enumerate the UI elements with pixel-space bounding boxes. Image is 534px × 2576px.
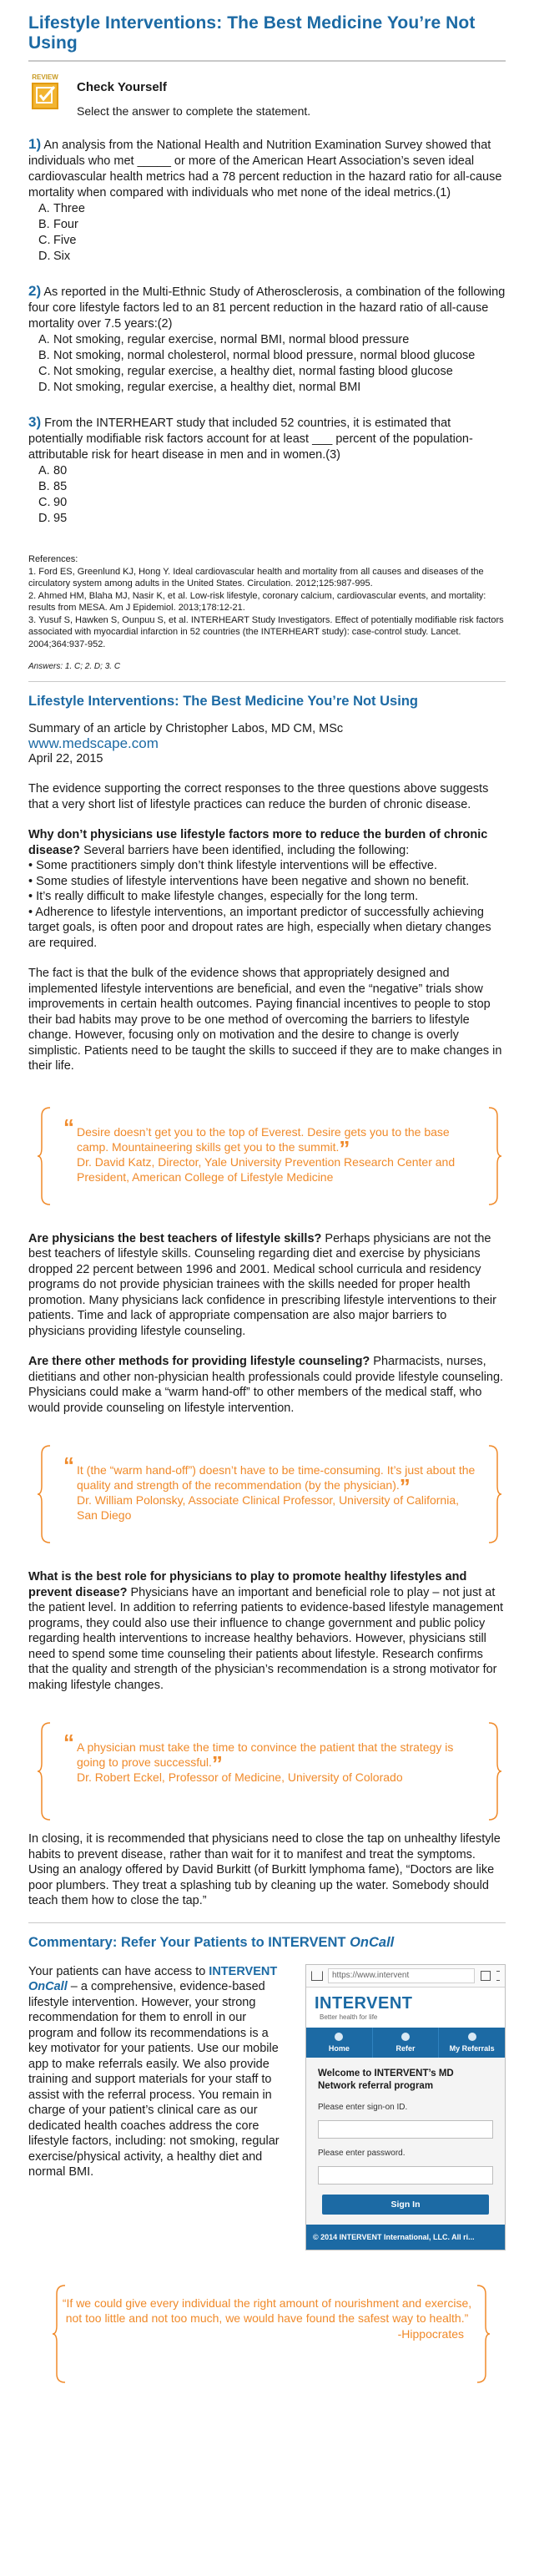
physician-role-heading: What is the best role for physicians to play to promote healthy lifestyles and prevent disease? bbox=[28, 1570, 467, 1599]
open-quote-icon: “ bbox=[63, 1452, 74, 1477]
best-teachers-text: Perhaps physicians are not the best teachers of lifestyle skills. Counseling regarding diet and exercise by physicians dropped 22 percent between 1996 and 2001. Medical school curricula and residency programs do not provide physician trainees with the skills needed for proper health promotion. Many physicians lack confidence in prescribing lifestyle interventions to their patients. Time and lack of appropriate compensation are also major barriers to physicians providing lifestyle counseling. bbox=[28, 1231, 496, 1338]
option-letter: C. bbox=[38, 496, 51, 509]
nav-label: My Referrals bbox=[449, 2043, 495, 2053]
quote-attribution: -Hippocrates bbox=[397, 2326, 464, 2341]
home-icon bbox=[335, 2033, 343, 2041]
app-footer: © 2014 INTERVENT International, LLC. All ri... bbox=[306, 2225, 505, 2250]
answer-option[interactable] bbox=[28, 249, 506, 265]
browser-url-bar bbox=[306, 1965, 505, 1988]
option-text: Not smoking, regular exercise, a healthy diet, normal fasting blood glucose bbox=[53, 365, 453, 378]
quote-text: If we could give every individual the right amount of nourishment and exercise, not too little and not too much, we would have found the safest way to health. bbox=[65, 2296, 472, 2325]
option-text: Not smoking, regular exercise, normal BMI, normal blood pressure bbox=[53, 333, 410, 346]
pull-quote-polonsky bbox=[28, 1444, 506, 1541]
signon-input[interactable] bbox=[318, 2120, 493, 2139]
right-brace-icon bbox=[486, 1721, 502, 1821]
open-quote-icon: “ bbox=[63, 1114, 74, 1139]
referrals-icon bbox=[468, 2033, 476, 2041]
section-divider bbox=[28, 1922, 506, 1923]
right-brace-icon bbox=[474, 2284, 491, 2384]
commentary-text bbox=[28, 1964, 305, 2250]
answer-option[interactable] bbox=[28, 217, 506, 233]
source-link[interactable]: www.medscape.com bbox=[28, 735, 159, 751]
right-brace-icon bbox=[486, 1106, 502, 1206]
other-methods-text: Pharmacists, nurses, dietitians and other non-physician health professionals could provide lifestyle counseling. Physicians could make a “warm hand-off” to other members of the medical staff, who would provide counseling on lifestyle intervention. bbox=[28, 1355, 504, 1415]
logo-tagline: Better health for life bbox=[320, 2013, 378, 2021]
commentary-heading-text: Commentary: Refer Your Patients to INTERVENT bbox=[28, 1934, 350, 1950]
answer-option[interactable] bbox=[28, 495, 506, 511]
review-badge bbox=[28, 73, 62, 118]
best-teachers-paragraph bbox=[28, 1231, 506, 1340]
checkbox-icon bbox=[32, 83, 58, 109]
check-yourself-instructions: Select the answer to complete the statement. bbox=[77, 104, 311, 118]
question-1 bbox=[28, 136, 506, 265]
option-text: 85 bbox=[53, 480, 68, 493]
option-text: 90 bbox=[53, 496, 68, 509]
option-text: Six bbox=[53, 250, 71, 263]
commentary-heading-emphasis: OnCall bbox=[350, 1934, 395, 1950]
left-brace-icon bbox=[37, 1106, 53, 1206]
pull-quote-eckel bbox=[28, 1721, 506, 1803]
option-letter: D. bbox=[38, 381, 51, 394]
password-label: Please enter password. bbox=[318, 2148, 406, 2158]
intervent-logo bbox=[306, 1988, 505, 2028]
option-letter: B. bbox=[38, 218, 50, 231]
question-text: An analysis from the National Health and Nutrition Examination Survey showed that individuals who met _____ or more of the American Heart Association’s seven ideal cardiovascular health metrics had a 78 percent reduction in the hazard ratio for all-cause mortality when compared with individuals who met none of the ideal metrics.(1) bbox=[28, 139, 502, 200]
quote-attribution: Dr. Robert Eckel, Professor of Medicine, University of Colorado bbox=[77, 1770, 403, 1784]
answer-option[interactable] bbox=[28, 201, 506, 217]
open-quote-icon: “ bbox=[63, 1730, 74, 1755]
review-label: REVIEW bbox=[32, 73, 58, 81]
quote-attribution: Dr. David Katz, Director, Yale University Prevention Research Center and President, American College of Lifestyle Medicine bbox=[77, 1154, 456, 1184]
signon-label: Please enter sign-on ID. bbox=[318, 2102, 408, 2112]
tabs-icon[interactable] bbox=[481, 1971, 491, 1981]
why-heading: Why don’t physicians use lifestyle factors more to reduce the burden of chronic disease? bbox=[28, 828, 488, 857]
answer-option[interactable] bbox=[28, 463, 506, 479]
option-text: Not smoking, normal cholesterol, normal blood pressure, normal blood glucose bbox=[53, 349, 476, 362]
option-text: Four bbox=[53, 218, 78, 231]
option-text: Three bbox=[53, 202, 85, 215]
nav-refer[interactable] bbox=[373, 2028, 440, 2058]
option-letter: A. bbox=[38, 333, 50, 346]
reference-item: 1. Ford ES, Greenlund KJ, Hong Y. Ideal cardiovascular health and mortality from all causes and diseases of the circulatory system among adults in the United States. Circulation. 2012;125:987-995. bbox=[28, 566, 484, 588]
option-letter: C. bbox=[38, 234, 51, 247]
app-nav bbox=[306, 2028, 505, 2058]
password-input[interactable] bbox=[318, 2166, 493, 2185]
refer-icon bbox=[401, 2033, 410, 2041]
commentary-heading bbox=[28, 1935, 506, 1951]
question-text: From the INTERHEART study that included 52 countries, it is estimated that potentially modifiable risk factors account for at least ___ percent of the population-attributable risk for heart disease in men and in women.(3) bbox=[28, 417, 473, 462]
option-text: Five bbox=[53, 234, 77, 247]
question-number: 1) bbox=[28, 136, 42, 152]
option-text: 80 bbox=[53, 464, 68, 477]
quote-text: It (the “warm hand-off”) doesn’t have to be time-consuming. It’s just about the quality and strength of the recommendation (by the physician). bbox=[77, 1463, 476, 1492]
open-quote-icon: “ bbox=[62, 2296, 67, 2310]
intro-paragraph: The evidence supporting the correct responses to the three questions above suggests that a very short list of lifestyle practices can reduce the burden of chronic disease. bbox=[28, 782, 489, 811]
list-item: • Adherence to lifestyle interventions, an important predictor of successfully achieving target goals, is often poor and dropout rates are high, especially when dietary changes are required. bbox=[28, 905, 491, 950]
answer-option[interactable] bbox=[28, 380, 506, 396]
option-letter: C. bbox=[38, 365, 51, 378]
list-item: • Some studies of lifestyle interventions have been negative and shown no benefit. bbox=[28, 874, 470, 888]
close-quote-icon: ” bbox=[464, 2311, 469, 2325]
references-heading: References: bbox=[28, 554, 78, 564]
barrier-list bbox=[28, 858, 506, 951]
nav-home[interactable] bbox=[306, 2028, 373, 2058]
answer-option[interactable] bbox=[28, 332, 506, 348]
commentary-body: – a comprehensive, evidence-based lifestyle intervention. However, your strong recommendation for them to enroll in our program and follow its recommendations is a key motivator for your patients. Use our mobile app to make referrals easily. We also provide training and support materials for your staff to assist with the referral process. You remain in charge of your patient’s clinical care as our dedicated health coaches address the core lifestyle factors, including: not smoking, regular exercise/physical activity, a healthy diet and normal BMI. bbox=[28, 1980, 280, 2179]
article-summary bbox=[28, 721, 506, 766]
commentary-section bbox=[28, 1964, 506, 2250]
why-paragraph bbox=[28, 827, 506, 858]
welcome-text: Welcome to INTERVENT’s MD Network referral program bbox=[318, 2068, 454, 2091]
reference-item: 3. Yusuf S, Hawken S, Ounpuu S, et al. INTERHEART Study Investigators. Effect of potentially modifiable risk factors associated with myocardial infarction in 52 countries (the INTERHEART study): case-control study. Lancet. 2004;364:937-952. bbox=[28, 614, 504, 649]
article-heading: Lifestyle Interventions: The Best Medicine You’re Not Using bbox=[28, 694, 418, 709]
brand-name: INTERVENT bbox=[209, 1964, 278, 1978]
check-yourself-section bbox=[28, 73, 506, 118]
nav-my-referrals[interactable] bbox=[439, 2028, 505, 2058]
option-letter: D. bbox=[38, 512, 51, 525]
check-yourself-title: Check Yourself bbox=[77, 80, 167, 94]
physician-role-text: Physicians have an important and beneficial role to play – not just at the patient level. In addition to referring patients to evidence-based lifestyle management programs, they could also use their influence to change government and public policy regarding health interventions to increase healthy behaviors. However, physicians still need to spend some time counseling their patients about lifestyle. Research confirms that the quality and strength of the physician’s recommendation is a strong motivator for making lifestyle changes. bbox=[28, 1585, 504, 1692]
left-brace-icon bbox=[52, 2284, 68, 2384]
option-letter: A. bbox=[38, 464, 50, 477]
left-brace-icon bbox=[37, 1721, 53, 1821]
title-divider bbox=[28, 60, 506, 62]
header bbox=[28, 0, 506, 62]
answer-options bbox=[28, 332, 506, 396]
summary-byline: Summary of an article by Christopher Labos, MD CM, MSc bbox=[28, 722, 344, 735]
commentary-lead: Your patients can have access to bbox=[28, 1964, 209, 1978]
fact-paragraph: The fact is that the bulk of the evidence shows that appropriately designed and implemented lifestyle interventions are beneficial, and even the “negative” trials show improvements in certain health outcomes. Paying financial incentives to people to stop their bad habits may prove to be one method of overcoming the barriers to lifestyle change. However, focusing only on motivation and the desire to change is overly simplistic. Patients need to be taught the skills to succeed if they are to make changes in their life. bbox=[28, 967, 502, 1073]
close-quote-icon: ” bbox=[211, 1751, 223, 1776]
question-number: 3) bbox=[28, 414, 42, 430]
logo-text: INTERVENT bbox=[315, 1993, 413, 2013]
nav-label: Home bbox=[328, 2043, 350, 2053]
left-brace-icon bbox=[37, 1444, 53, 1544]
reference-item: 2. Ahmed HM, Blaha MJ, Nasir K, et al. Low-risk lifestyle, coronary calcium, cardiovascular events, and mortality: results from MESA. Am J Epidemiol. 2013;178:12-21. bbox=[28, 590, 486, 613]
question-number: 2) bbox=[28, 283, 42, 299]
option-text: 95 bbox=[53, 512, 68, 525]
option-text: Not smoking, regular exercise, a healthy diet, normal BMI bbox=[53, 381, 361, 394]
signin-form bbox=[306, 2058, 505, 2225]
option-letter: A. bbox=[38, 202, 50, 215]
option-letter: B. bbox=[38, 480, 50, 493]
close-quote-icon: ” bbox=[399, 1474, 411, 1499]
section-divider bbox=[28, 681, 506, 682]
other-methods-paragraph bbox=[28, 1354, 506, 1416]
question-3 bbox=[28, 414, 506, 527]
url-field[interactable]: https://www.intervent bbox=[328, 1968, 475, 1983]
quote-text: A physician must take the time to convince the patient that the strategy is going to prove successful. bbox=[77, 1740, 454, 1769]
quote-attribution: Dr. William Polonsky, Associate Clinical Professor, University of California, San Diego bbox=[77, 1493, 460, 1522]
checkmark-icon bbox=[33, 84, 57, 108]
question-text: As reported in the Multi-Ethnic Study of Atherosclerosis, a combination of the following four core lifestyle factors led to an 81 percent reduction in the hazard ratio of all-cause mortality over 7.5 years:(2) bbox=[28, 285, 506, 331]
answer-key: Answers: 1. C; 2. D; 3. C bbox=[28, 662, 121, 671]
answer-options bbox=[28, 463, 506, 527]
option-letter: B. bbox=[38, 349, 50, 362]
answer-option[interactable] bbox=[28, 364, 506, 380]
question-2 bbox=[28, 283, 506, 396]
article-date: April 22, 2015 bbox=[28, 752, 103, 765]
list-item: • Some practitioners simply don’t think lifestyle interventions will be effective. bbox=[28, 859, 437, 872]
home-icon[interactable] bbox=[311, 1971, 323, 1981]
references bbox=[28, 553, 506, 650]
answer-option[interactable] bbox=[28, 511, 506, 527]
signin-button[interactable]: Sign In bbox=[322, 2195, 489, 2215]
pull-quote-katz bbox=[28, 1106, 506, 1203]
list-item: • It’s really difficult to make lifestyle changes, especially for the long term. bbox=[28, 890, 419, 903]
nav-label: Refer bbox=[395, 2043, 416, 2053]
option-letter: D. bbox=[38, 250, 51, 263]
close-quote-icon: ” bbox=[339, 1135, 350, 1161]
hippocrates-quote bbox=[28, 2284, 506, 2354]
why-text: Several barriers have been identified, including the following: bbox=[80, 843, 410, 857]
page-title: Lifestyle Interventions: The Best Medicine You’re Not Using bbox=[28, 13, 476, 53]
physician-role-paragraph bbox=[28, 1569, 506, 1693]
quote-text: Desire doesn’t get you to the top of Everest. Desire gets you to the base camp. Mountaineering skills get you to the summit. bbox=[77, 1124, 450, 1154]
other-methods-heading: Are there other methods for providing lifestyle counseling? bbox=[28, 1355, 370, 1368]
closing-paragraph: In closing, it is recommended that physicians need to close the tap on unhealthy lifestyle habits to prevent disease, rather than wait for it to manifest and treat the symptoms. Using an analogy offered by David Burkitt (of Burkitt lymphoma fame), “Doctors are like poor plumbers. They treat a splashing tub by cleaning up the water. Somebody should teach them how to close the tap.” bbox=[28, 1832, 501, 1907]
answer-options bbox=[28, 201, 506, 265]
right-brace-icon bbox=[486, 1444, 502, 1544]
menu-icon[interactable] bbox=[496, 1971, 500, 1981]
brand-emphasis: OnCall bbox=[28, 1980, 68, 1993]
answer-option[interactable] bbox=[28, 348, 506, 364]
answer-option[interactable] bbox=[28, 479, 506, 495]
answer-option[interactable] bbox=[28, 233, 506, 249]
best-teachers-heading: Are physicians the best teachers of lifestyle skills? bbox=[28, 1231, 322, 1245]
mobile-app-screenshot bbox=[305, 1964, 506, 2250]
